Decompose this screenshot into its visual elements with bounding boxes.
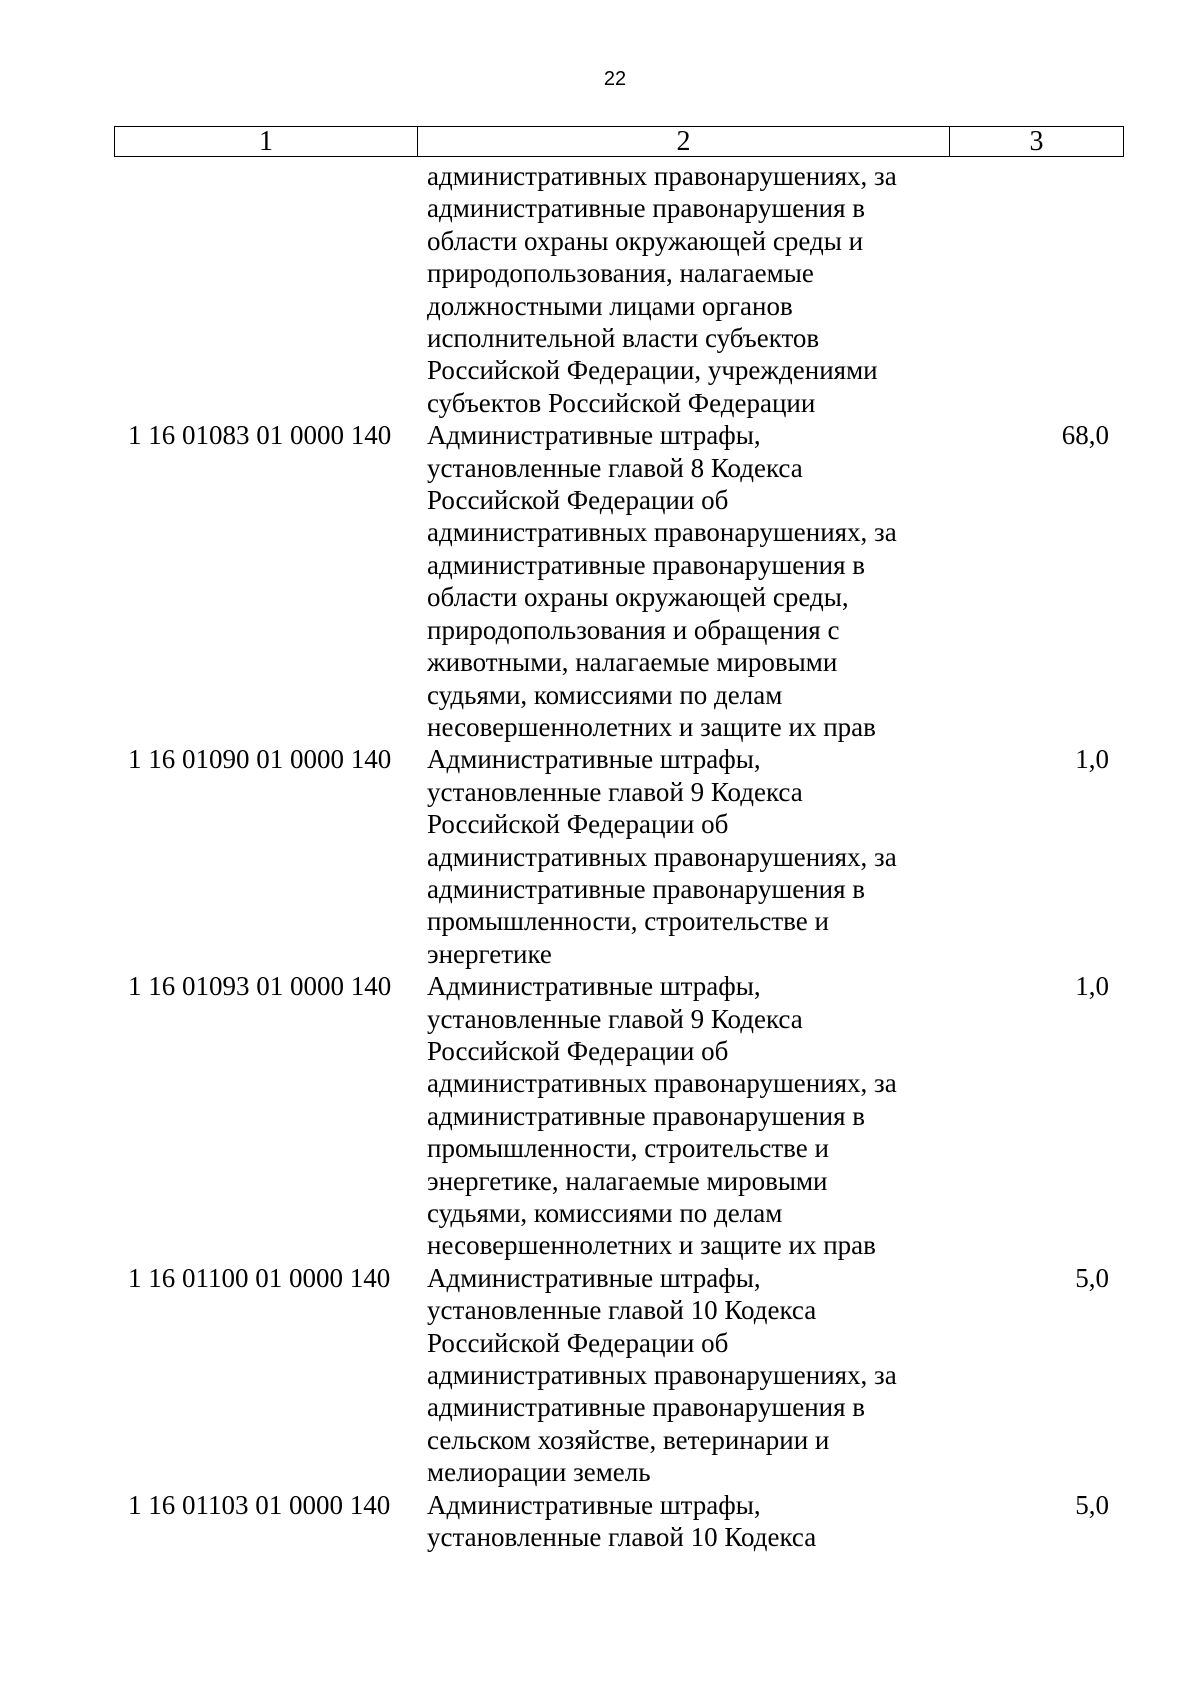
- description-cell: Административные штрафы, установленные главой 8 Кодекса Российской Федерации об административных правонарушениях, за административные правонарушения в области охраны окружающей среды, природопользования и обращения с животными, налагаемые мировыми судьями, комиссиями по делам несовершеннолетних и защите их прав: [427, 420, 897, 742]
- fines-table: [114, 160, 1123, 1553]
- description-cell: Административные штрафы, установленные главой 10 Кодекса: [427, 1489, 817, 1553]
- column-header-table: [114, 126, 1124, 157]
- amount-cell: [949, 160, 1123, 419]
- description-cell: административных правонарушениях, за административные правонарушения в области охраны окружающей среды и природопользования, налагаемые должностными лицами органов исполнительной власти субъектов Российской Федерации, учреждениями субъектов Российской Федерации: [427, 161, 897, 418]
- budget-code-cell: [114, 160, 417, 419]
- table-row: [114, 419, 1123, 743]
- budget-code-cell: 1 16 01103 01 0000 140: [128, 1489, 391, 1520]
- amount-cell: 5,0: [1075, 1262, 1109, 1293]
- amount-cell: 5,0: [1075, 1489, 1109, 1520]
- table-row: [114, 1489, 1123, 1554]
- table-row: [114, 743, 1123, 970]
- amount-cell: 68,0: [1061, 420, 1109, 451]
- column-header-2: 2: [418, 127, 950, 157]
- budget-code-cell: 1 16 01100 01 0000 140: [128, 1262, 391, 1293]
- page-number: 22: [603, 68, 627, 90]
- budget-code-cell: 1 16 01090 01 0000 140: [128, 744, 392, 775]
- amount-cell: 1,0: [1075, 971, 1109, 1002]
- table-row: [114, 970, 1123, 1262]
- column-header-row: [115, 127, 1124, 157]
- column-header-3: 3: [950, 127, 1124, 157]
- budget-code-cell: 1 16 01083 01 0000 140: [128, 420, 392, 451]
- description-cell: Административные штрафы, установленные главой 9 Кодекса Российской Федерации об административных правонарушениях, за административные правонарушения в промышленности, строительстве и энергетике: [427, 744, 897, 969]
- column-header-1: 1: [115, 127, 418, 157]
- budget-code-cell: 1 16 01093 01 0000 140: [128, 971, 392, 1002]
- table-row: [114, 1262, 1123, 1489]
- description-cell: Административные штрафы, установленные главой 9 Кодекса Российской Федерации об административных правонарушениях, за административные правонарушения в промышленности, строительстве и энергетике, налагаемые мировыми судьями, комиссиями по делам несовершеннолетних и защите их прав: [427, 971, 897, 1261]
- description-cell: Административные штрафы, установленные главой 10 Кодекса Российской Федерации об административных правонарушениях, за административные правонарушения в сельском хозяйстве, ветеринарии и мелиорации земель: [427, 1262, 897, 1488]
- amount-cell: 1,0: [1075, 744, 1109, 775]
- table-row: [114, 160, 1123, 419]
